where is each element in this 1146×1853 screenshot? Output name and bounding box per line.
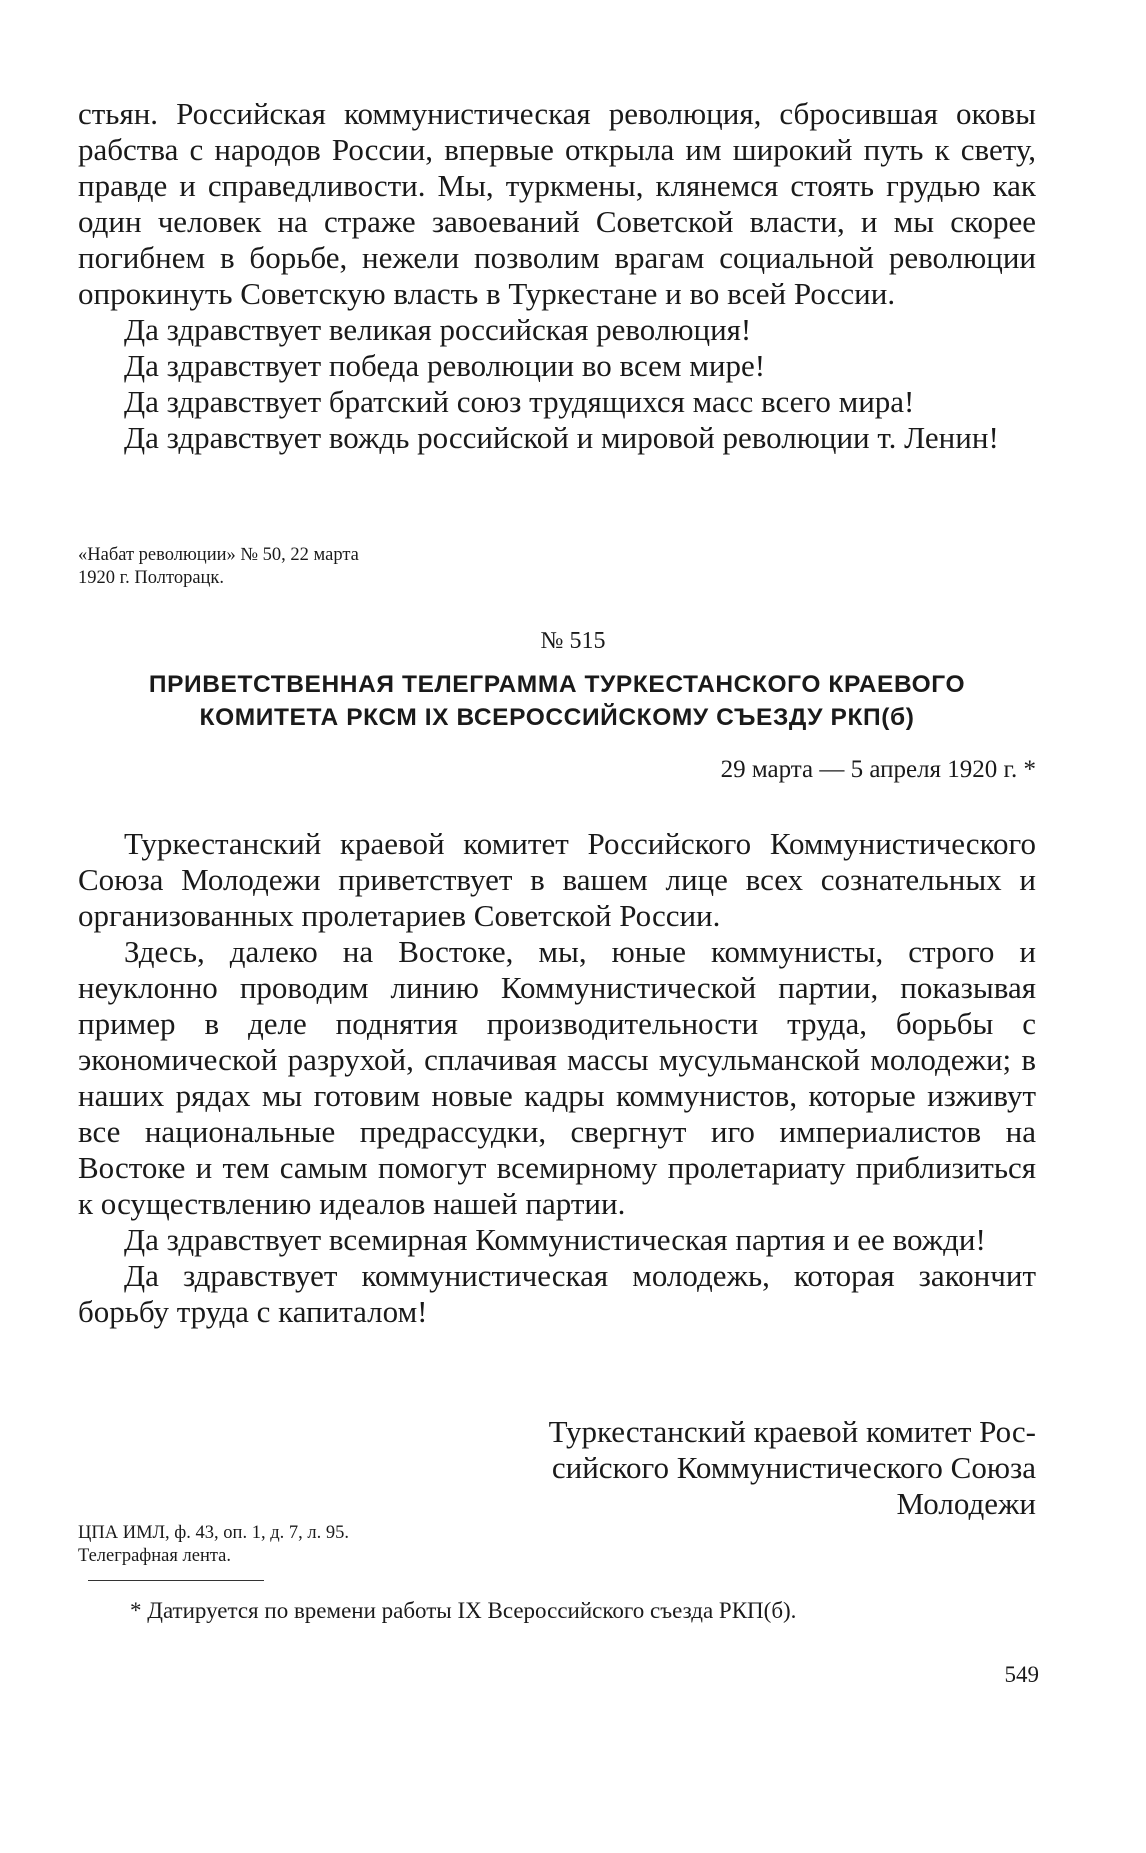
signature-line: Молодежи: [896, 1486, 1036, 1521]
page-number: 549: [1004, 1662, 1039, 1687]
top-source-line: 1920 г. Полторацк.: [78, 568, 225, 588]
signature-block: [436, 1414, 1036, 1522]
footnote-separator: [88, 1580, 264, 1581]
document-title: [72, 668, 1042, 734]
signature-line: Туркестанский краевой комитет Рос-: [548, 1414, 1036, 1449]
footnote: * Датируется по времени работы IX Всероссийского съезда РКП(б).: [130, 1598, 797, 1623]
top-source-note: [78, 544, 1036, 590]
top-paragraph: Да здравствует великая российская революция!: [124, 312, 752, 347]
document-paragraph: Здесь, далеко на Востоке, мы, юные коммунисты, строго и неуклонно проводим линию Коммунистической партии, показывая пример в деле поднятия производительности труда, борьбы с экономической разрухой, сплачивая массы мусульманской молодежи; в наших рядах мы готовим новые кадры коммунистов, которые изживут все национальные предрассудки, свергнут иго империалистов на Востоке и тем самым помогут всемирному пролетариату приблизиться к осуществлению идеалов нашей партии.: [78, 934, 1036, 1221]
document-paragraph: Да здравствует всемирная Коммунистическая партия и ее вожди!: [124, 1222, 986, 1257]
document-paragraph: Туркестанский краевой комитет Российского Коммунистического Союза Молодежи приветствует в вашем лице всех сознательных и организованных пролетариев Советской России.: [78, 826, 1036, 933]
archive-source-note: [78, 1522, 1036, 1568]
document-paragraph: Да здравствует коммунистическая молодежь, которая закончит борьбу труда с капиталом!: [78, 1258, 1036, 1329]
archive-source-line: ЦПА ИМЛ, ф. 43, оп. 1, д. 7, л. 95.: [78, 1523, 349, 1543]
top-text-block: [78, 96, 1036, 456]
top-paragraph: стьян. Российская коммунистическая революция, сбросившая оковы рабства с народов России, впервые открыла им широкий путь к свету, правде и справедливости. Мы, туркмены, клянемся стоять грудью как один человек на страже завоеваний Советской власти, и мы скорее погибнем в борьбе, нежели позволим врагам социальной революции опрокинуть Советскую власть в Туркестане и во всей России.: [78, 96, 1036, 311]
document-title-line: ПРИВЕТСТВЕННАЯ ТЕЛЕГРАММА ТУРКЕСТАНСКОГО КРАЕВОГО: [148, 671, 966, 698]
top-paragraph: Да здравствует братский союз трудящихся масс всего мира!: [124, 384, 915, 419]
top-source-line: «Набат революции» № 50, 22 марта: [78, 545, 359, 565]
archive-source-line: Телеграфная лента.: [78, 1546, 232, 1566]
top-paragraph: Да здравствует вождь российской и мировой революции т. Ленин!: [124, 420, 999, 455]
document-number: № 515: [540, 628, 606, 654]
document-date: 29 марта — 5 апреля 1920 г. *: [720, 756, 1036, 783]
document-body: [78, 826, 1036, 1330]
top-paragraph: Да здравствует победа революции во всем мире!: [124, 348, 766, 383]
document-title-line: КОМИТЕТА РКСМ IX ВСЕРОССИЙСКОМУ СЪЕЗДУ РКП(б): [199, 704, 915, 731]
signature-line: сийского Коммунистического Союза: [551, 1450, 1036, 1485]
